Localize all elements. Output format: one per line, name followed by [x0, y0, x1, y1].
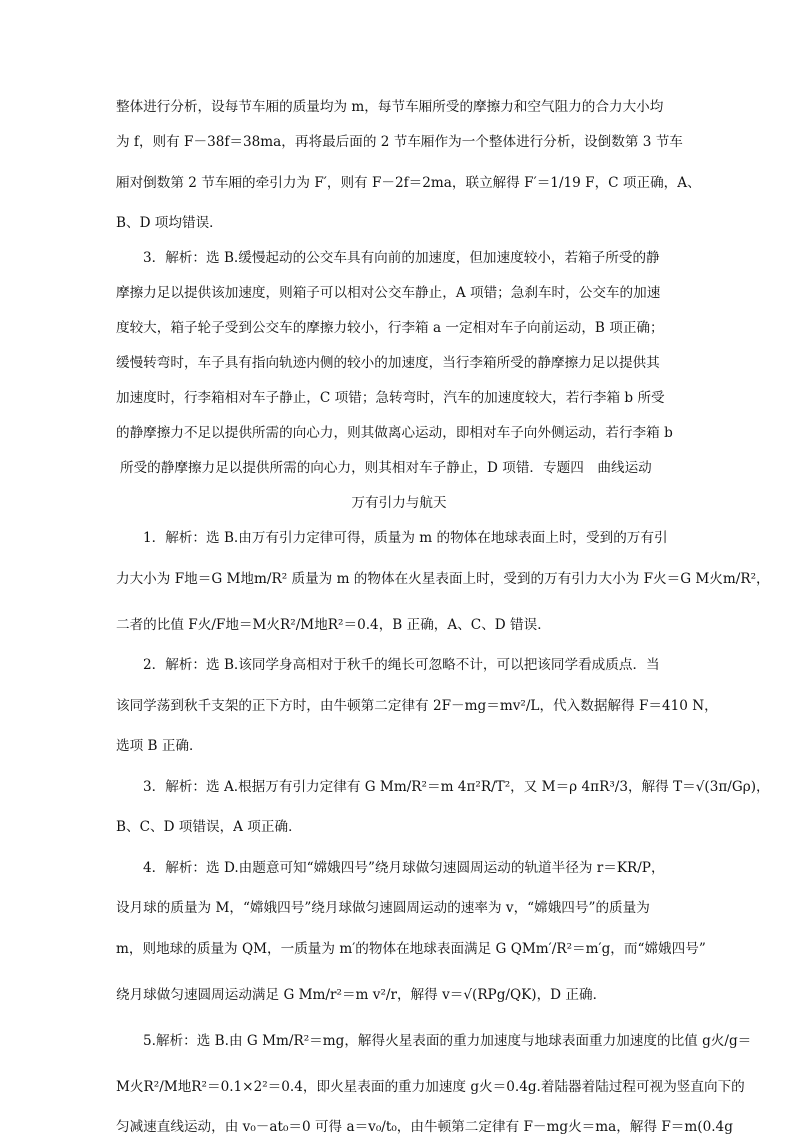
text-line: 加速度时，行李箱相对车子静止，C 项错；急转弯时，汽车的加速度较大，若行李箱 b 所受 [116, 390, 665, 406]
text-line: 4．解析：选 D.由题意可知“嫦娥四号”绕月球做匀速圆周运动的轨道半径为 r＝KR/P， [143, 860, 665, 876]
text-line: 力大小为 F地＝G M地m/R² 质量为 m 的物体在火星表面上时，受到的万有引力大小为 F火＝G M火m/R²， [116, 571, 770, 587]
text-line: 厢对倒数第 2 节车厢的牵引力为 F′，则有 F－2f＝2ma，联立解得 F′＝1/19 F，C 项正确，A、 [116, 175, 701, 191]
text-line: 3．解析：选 A.根据万有引力定律有 G Mm/R²＝m 4π²R/T²，又 M＝ρ 4πR³/3，解得 T＝√(3π/Gρ)， [143, 779, 770, 795]
text-line: 1．解析：选 B.由万有引力定律可得，质量为 m 的物体在地球表面上时，受到的万有引 [143, 530, 668, 546]
document-body [116, 90, 770, 1145]
text-line: 整体进行分析，设每节车厢的质量均为 m，每节车厢所受的摩擦力和空气阻力的合力大小均 [116, 99, 664, 115]
text-line: 该同学荡到秋千支架的正下方时，由牛顿第二定律有 2F－mg＝mv²/L，代入数据解得 F＝410 N， [116, 698, 718, 714]
text-line: 的静摩擦力不足以提供所需的向心力，则其做离心运动，即相对车子向外侧运动，若行李箱 b [116, 425, 673, 441]
text-line: 2．解析：选 B.该同学身高相对于秋千的绳长可忽略不计，可以把该同学看成质点．当 [143, 657, 660, 673]
section-heading: 万有引力与航天 [351, 495, 447, 511]
text-line: 度较大，箱子轮子受到公交车的摩擦力较小，行李箱 a 一定相对车子向前运动，B 项正确； [116, 320, 664, 336]
text-line: 绕月球做匀速圆周运动满足 G Mm/r²＝m v²/r，解得 v＝√(RPg/QK)，D 正确． [116, 987, 607, 1003]
text-line: 3．解析：选 B.缓慢起动的公交车具有向前的加速度，但加速度较小，若箱子所受的静 [143, 250, 660, 266]
text-line: 5.解析：选 B.由 G Mm/R²＝mg，解得火星表面的重力加速度与地球表面重力加速度的比值 g火/g＝ [143, 1033, 752, 1049]
text-line: 设月球的质量为 M，“嫦娥四号”绕月球做匀速圆周运动的速率为 v，“嫦娥四号”的质量为 [116, 900, 650, 916]
text-line: 所受的静摩擦力足以提供所需的向心力，则其相对车子静止，D 项错．专题四 曲线运动 [120, 460, 652, 476]
text-line: 摩擦力足以提供该加速度，则箱子可以相对公交车静止，A 项错；急刹车时，公交车的加速 [116, 285, 661, 301]
text-line: B、D 项均错误． [116, 215, 223, 231]
text-line: M火R²/M地R²＝0.1×2²＝0.4，即火星表面的重力加速度 g火＝0.4g.着陆器着陆过程可视为竖直向下的 [116, 1079, 745, 1095]
text-line: m，则地球的质量为 QM，一质量为 m′的物体在地球表面满足 G QMm′/R²＝m′g，而“嫦娥四号” [116, 941, 706, 957]
text-line: 匀减速直线运动，由 v₀－at₀＝0 可得 a＝v₀/t₀，由牛顿第二定律有 F－mg火＝ma，解得 F＝m(0.4g [116, 1119, 733, 1135]
text-line: 二者的比值 F火/F地＝M火R²/M地R²＝0.4，B 正确，A、C、D 错误． [116, 617, 551, 633]
text-line: 选项 B 正确． [116, 738, 203, 754]
text-line: 为 f，则有 F－38f＝38ma，再将最后面的 2 节车厢作为一个整体进行分析，设倒数第 3 节车 [116, 134, 683, 150]
text-line: 缓慢转弯时，车子具有指向轨迹内侧的较小的加速度，当行李箱所受的静摩擦力足以提供其 [116, 355, 660, 371]
text-line: B、C、D 项错误，A 项正确． [116, 819, 302, 835]
